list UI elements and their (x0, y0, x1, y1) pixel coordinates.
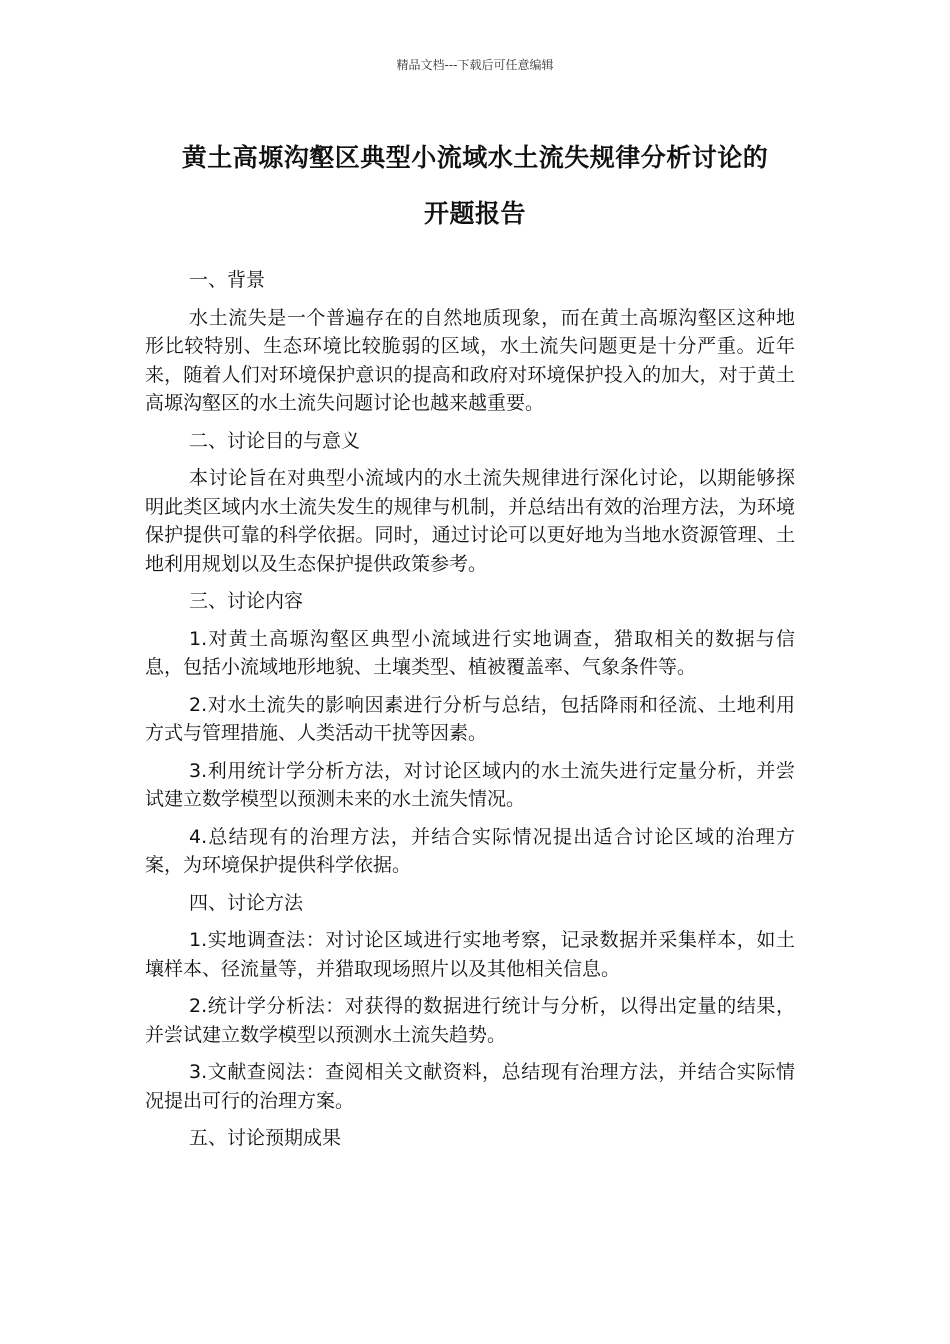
list-item-content-1: 1.对黄土高塬沟壑区典型小流域进行实地调查，猎取相关的数据与信息，包括小流域地形地貌、土壤类型、植被覆盖率、气象条件等。 (145, 627, 795, 678)
section-heading-purpose: 二、讨论目的与意义 (189, 429, 361, 452)
list-item-content-2: 2.对水土流失的影响因素进行分析与总结，包括降雨和径流、土地利用方式与管理措施、人类活动干扰等因素。 (145, 693, 795, 744)
title-line-2: 开题报告 (423, 199, 526, 228)
section-heading-expected-results: 五、讨论预期成果 (189, 1127, 342, 1149)
section-heading-background: 一、背景 (189, 269, 266, 291)
title-line-1: 黄土高塬沟壑区典型小流域水土流失规律分析讨论的 (181, 143, 769, 172)
section-heading-content: 三、讨论内容 (189, 590, 304, 612)
list-item-method-2: 2.统计学分析法：对获得的数据进行统计与分析，以得出定量的结果，并尝试建立数学模型以预测水土流失趋势。 (145, 995, 795, 1046)
list-item-method-1: 1.实地调查法：对讨论区域进行实地考察，记录数据并采集样本，如土壤样本、径流量等，并猎取现场照片以及其他相关信息。 (145, 929, 795, 980)
paragraph-background: 水土流失是一个普遍存在的自然地质现象，而在黄土高塬沟壑区这种地形比较特别、生态环境比较脆弱的区域，水土流失问题更是十分严重。近年来，随着人们对环境保护意识的提高和政府对环境保护投入的加大，对于黄土高塬沟壑区的水土流失问题讨论也越来越重要。 (145, 306, 795, 414)
document-title (130, 130, 820, 242)
list-item-method-3: 3.文献查阅法：查阅相关文献资料，总结现有治理方法，并结合实际情况提出可行的治理方案。 (145, 1061, 795, 1112)
section-heading-methods: 四、讨论方法 (189, 891, 304, 914)
paragraph-purpose: 本讨论旨在对典型小流域内的水土流失规律进行深化讨论，以期能够探明此类区域内水土流失发生的规律与机制，并总结出有效的治理方法，为环境保护提供可靠的科学依据。同时，通过讨论可以更好地为当地水资源管理、土地利用规划以及生态保护提供政策参考。 (145, 467, 795, 575)
header-note: 精品文档---下载后可任意编辑 (396, 58, 554, 72)
document-body (145, 266, 795, 1162)
list-item-content-4: 4.总结现有的治理方法，并结合实际情况提出适合讨论区域的治理方案，为环境保护提供科学依据。 (145, 825, 795, 876)
list-item-content-3: 3.利用统计学分析方法，对讨论区域内的水土流失进行定量分析，并尝试建立数学模型以预测未来的水土流失情况。 (145, 759, 795, 810)
